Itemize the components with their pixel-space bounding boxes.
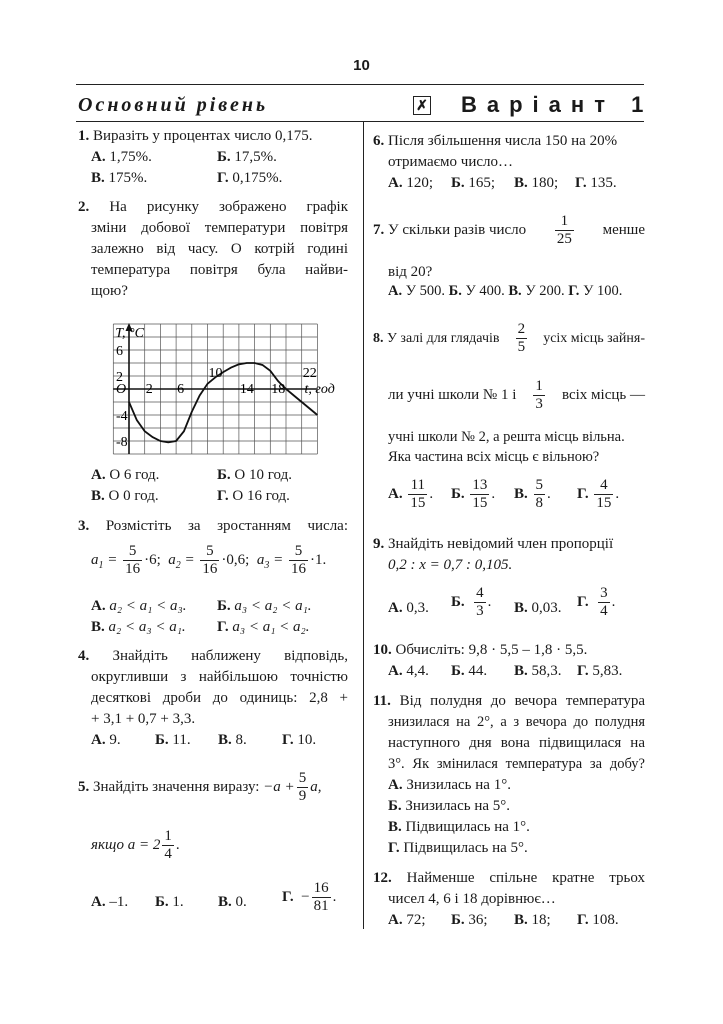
temperature-chart — [80, 300, 350, 460]
q12-line-1: Найменше спільне кратне трьох — [406, 870, 645, 886]
q7-option-d[interactable]: Г. У 100. — [568, 283, 623, 299]
x-tick-label: 10 — [208, 366, 223, 381]
page-number: 10 — [353, 57, 370, 74]
q11-option-a[interactable]: А. Знизилась на 1°. — [388, 777, 511, 793]
q11-line-3: наступного дня вона підвищилася на — [388, 735, 645, 751]
q7-option-b[interactable]: Б. У 400. — [448, 283, 505, 299]
q3-option-c[interactable]: В. a₂ < a₃ < a₁. — [91, 619, 186, 635]
variant-checkbox[interactable]: ✗ — [413, 96, 431, 115]
q2-line-3: залежно від часу. О котрій годині — [91, 241, 348, 257]
q10-option-c[interactable]: В. 58,3. — [514, 663, 562, 679]
q2-line-2: зміни добової температури повітря — [91, 220, 348, 236]
q5-text: Знайдіть значення виразу: — [93, 778, 260, 795]
q4-line-1: Знайдіть наближену відповідь, — [112, 648, 348, 664]
q7-option-c[interactable]: В. У 200. — [508, 283, 565, 299]
q9-option-a[interactable]: А. 0,3. — [388, 600, 429, 616]
q9-line-2: 0,2 : x = 0,7 : 0,105. — [388, 557, 513, 573]
q11-number: 11. — [373, 693, 391, 709]
q9-option-c[interactable]: В. 0,03. — [514, 600, 562, 616]
q3-option-a[interactable]: А. a₂ < a₁ < a₃. — [91, 598, 187, 614]
q5-number: 5. — [78, 778, 90, 795]
x-tick-label: 14 — [239, 382, 254, 397]
y-tick-label: -4 — [116, 409, 128, 424]
q6-option-c[interactable]: В. 180; — [514, 175, 559, 191]
q6-option-d[interactable]: Г. 135. — [575, 175, 617, 191]
x-tick-label: 2 — [145, 382, 153, 397]
q10-option-b[interactable]: Б. 44. — [451, 663, 488, 679]
q5-condition: якщо a = 2 $\frac{1}{4}$ . — [91, 828, 180, 862]
q2-option-c[interactable]: В. О 0 год. — [91, 488, 159, 504]
q12-option-c[interactable]: В. 18; — [514, 912, 551, 928]
q12-option-d[interactable]: Г. 108. — [577, 912, 619, 928]
q5-option-d[interactable]: Г. − $\frac{16}{81}$ . — [282, 880, 337, 914]
q7-options — [388, 281, 622, 302]
q7-line-2: від 20? — [388, 264, 433, 280]
q6-number: 6. — [373, 133, 385, 149]
q4-option-b[interactable]: Б. 11. — [155, 732, 191, 748]
q1-option-a[interactable]: А. 1,75%. — [91, 149, 152, 165]
q11-option-b[interactable]: Б. Знизилась на 5°. — [388, 798, 511, 814]
q4-option-c[interactable]: В. 8. — [218, 732, 247, 748]
q10-number: 10. — [373, 642, 392, 658]
q9-option-b[interactable]: Б. $\frac{4}{3}$ . — [451, 585, 492, 619]
q8-number: 8. — [373, 331, 384, 346]
q6-option-b[interactable]: Б. 165; — [451, 175, 496, 191]
q1-text: Виразіть у процентах число 0,175. — [93, 128, 313, 144]
q8-line-3: учні школи № 2, а решта місць вільна. — [388, 429, 625, 445]
q5-option-a[interactable]: А. –1. — [91, 894, 129, 910]
x-tick-label: 22 — [302, 366, 317, 381]
q10-option-d[interactable]: Г. 5,83. — [577, 663, 623, 679]
q4-line-4: + 3,1 + 0,7 + 3,3. — [91, 711, 196, 727]
y-tick-label: 6 — [116, 344, 123, 359]
level-title: Основний рівень — [78, 94, 269, 116]
q8-option-d[interactable]: Г. $\frac{4}{15}$ . — [577, 477, 620, 511]
q4-number: 4. — [78, 648, 90, 664]
q9-number: 9. — [373, 536, 385, 552]
q10-text: Обчисліть: 9,8 · 5,5 – 1,8 · 5,5. — [395, 642, 588, 658]
q8-option-a[interactable]: А. $\frac{11}{15}$ . — [388, 477, 434, 511]
q4-option-d[interactable]: Г. 10. — [282, 732, 317, 748]
q2-option-b[interactable]: Б. О 10 год. — [217, 467, 292, 483]
q9-text: Знайдіть невідомий член пропорції — [388, 536, 614, 552]
q2-option-a[interactable]: А. О 6 год. — [91, 467, 160, 483]
q7-option-a[interactable]: А. У 500. — [388, 283, 446, 299]
q3-option-d[interactable]: Г. a₃ < a₁ < a₂. — [217, 619, 310, 635]
q3-expression: $a_1$ = $\frac{5}{16}$ ·6; $a_2$ = $\frac{5}{16}$ ·0,6; $a_3$ = $\frac{5}{16}$ ·1. — [91, 543, 327, 577]
q3-option-b[interactable]: Б. a₃ < a₂ < a₁. — [217, 598, 312, 614]
q1-option-b[interactable]: Б. 17,5%. — [217, 149, 277, 165]
q2-number: 2. — [78, 199, 90, 215]
q8-line-4: Яка частина всіх місць є вільною? — [388, 449, 600, 465]
q11-line-1: Від полудня до вечора температура — [399, 693, 646, 709]
q12-line-2: чисел 4, 6 і 18 дорівнює… — [388, 891, 556, 907]
y-tick-label: -8 — [116, 435, 128, 450]
q2-option-d[interactable]: Г. О 16 год. — [217, 488, 290, 504]
q12-number: 12. — [373, 870, 392, 886]
q1-number: 1. — [78, 128, 90, 144]
q10-option-a[interactable]: А. 4,4. — [388, 663, 429, 679]
q2-line-1: На рисунку зображено графік — [109, 199, 349, 215]
q4-line-3: десяткові дроби до одиниць: 2,8 + — [91, 690, 348, 706]
q5-option-c[interactable]: В. 0. — [218, 894, 247, 910]
header-rule-top — [76, 84, 644, 85]
origin-label: O — [116, 382, 127, 397]
x-axis-label: t, год — [304, 382, 335, 397]
y-tick-label: 2 — [116, 370, 123, 385]
q11-option-d[interactable]: Г. Підвищилась на 5°. — [388, 840, 528, 856]
q6-line-1: Після збільшення числа 150 на 20% — [388, 133, 618, 149]
column-divider — [363, 121, 364, 929]
q5-option-b[interactable]: Б. 1. — [155, 894, 184, 910]
q12-option-a[interactable]: А. 72; — [388, 912, 426, 928]
q8-option-b[interactable]: Б. $\frac{13}{15}$ . — [451, 477, 496, 511]
y-axis-label: T, °C — [115, 326, 144, 341]
q1-option-c[interactable]: В. 175%. — [91, 170, 148, 186]
variant-title: Варіант 1 — [461, 92, 654, 117]
header-rule-bottom — [76, 121, 644, 122]
q6-option-a[interactable]: А. 120; — [388, 175, 434, 191]
q4-line-2: округливши з найбільшою точністю — [91, 669, 348, 685]
q4-option-a[interactable]: А. 9. — [91, 732, 121, 748]
q11-option-c[interactable]: В. Підвищилась на 1°. — [388, 819, 530, 835]
q11-line-2: знизилася на 2°, а з вечора до полудня — [388, 714, 645, 730]
q1-option-d[interactable]: Г. 0,175%. — [217, 170, 283, 186]
x-tick-label: 18 — [271, 382, 286, 397]
q7-number: 7. — [373, 222, 385, 238]
q3-text: Розмістіть за зростанням числа: — [105, 518, 349, 534]
q2-line-5: щою? — [91, 283, 128, 299]
q12-option-b[interactable]: Б. 36; — [451, 912, 488, 928]
x-tick-label: 6 — [177, 382, 185, 397]
q11-line-4: 3°. Як змінилася температура за добу? — [388, 756, 645, 772]
q3-number: 3. — [78, 518, 90, 534]
q6-line-2: отримаємо число… — [388, 154, 514, 170]
q8-option-c[interactable]: В. $\frac{5}{8}$ . — [514, 477, 551, 511]
q9-option-d[interactable]: Г. $\frac{3}{4}$ . — [577, 585, 616, 619]
q2-line-4: температура повітря була найви- — [91, 262, 348, 278]
